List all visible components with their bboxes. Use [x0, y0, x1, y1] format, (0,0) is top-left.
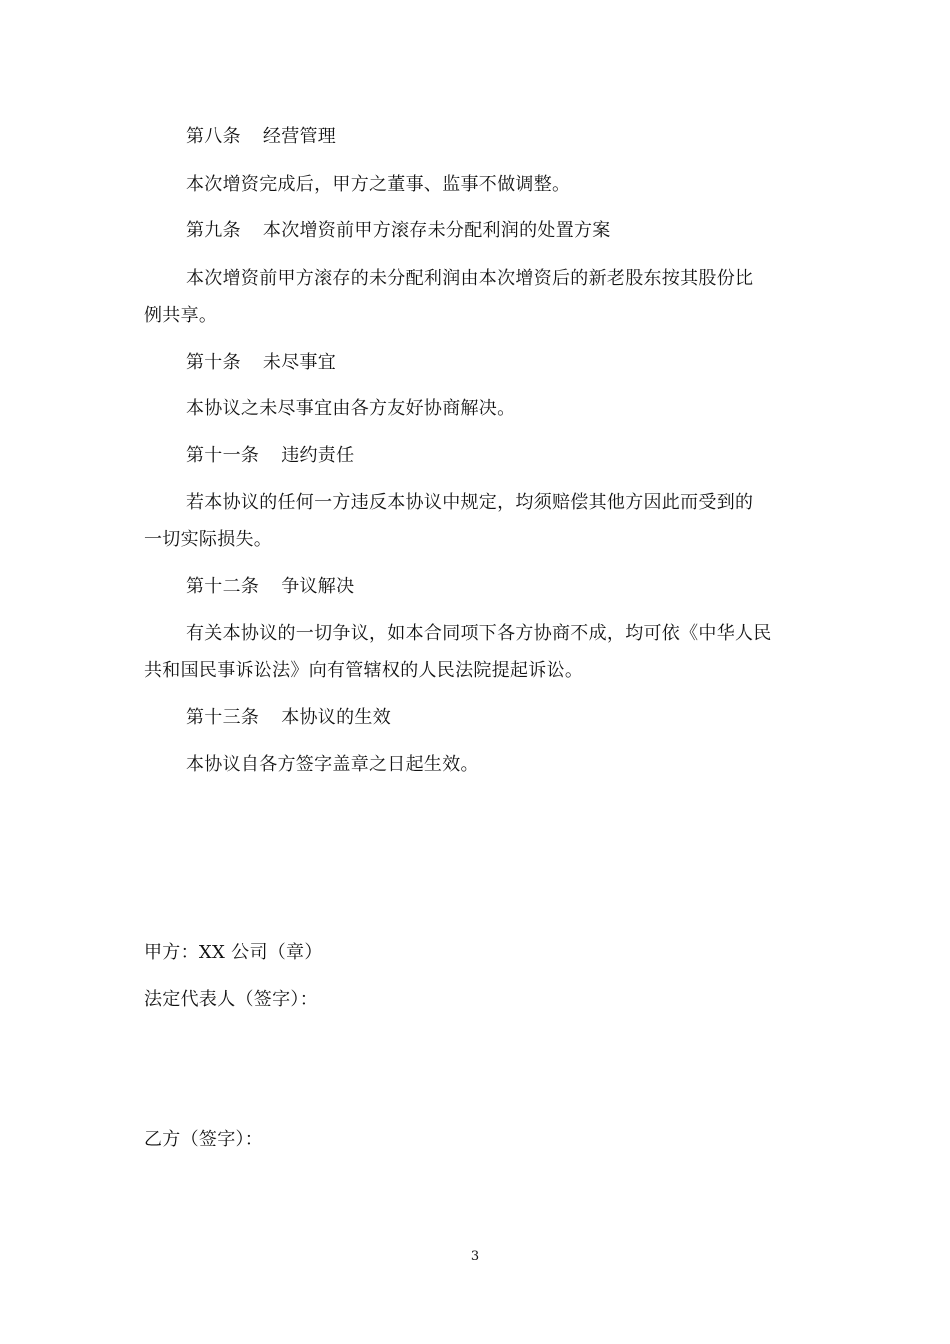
article-10-body-line-1: 本协议之未尽事宜由各方友好协商解决。 — [186, 398, 516, 419]
article-8-body-line-1: 本次增资完成后，甲方之董事、监事不做调整。 — [186, 174, 571, 195]
article-13-title: 本协议的生效 — [281, 707, 392, 728]
article-12-body-line-2: 共和国民事诉讼法》向有管辖权的人民法院提起诉讼。 — [144, 660, 584, 681]
article-9-heading — [186, 220, 611, 242]
article-11-title: 违约责任 — [281, 445, 355, 466]
article-10-title: 未尽事宜 — [262, 352, 337, 373]
article-13-heading — [186, 707, 391, 729]
article-11-heading — [186, 445, 354, 467]
article-10-number: 第十条 — [186, 352, 241, 373]
article-10-heading — [186, 352, 336, 374]
page-number: 3 — [470, 1249, 480, 1264]
article-8-heading — [186, 126, 336, 148]
party-b-signature-line: 乙方（签字）： — [144, 1129, 264, 1150]
article-11-body-line-1: 若本协议的任何一方违反本协议中规定，均须赔偿其他方因此而受到的 — [186, 492, 754, 513]
article-9-body-line-1: 本次增资前甲方滚存的未分配利润由本次增资后的新老股东按其股份比 — [186, 268, 754, 289]
party-a-signature-line: 甲方：XX 公司（章） — [144, 942, 323, 963]
article-13-body-line-1: 本协议自各方签字盖章之日起生效。 — [186, 754, 479, 775]
article-12-title: 争议解决 — [281, 576, 355, 597]
article-9-number: 第九条 — [186, 220, 241, 241]
article-9-title: 本次增资前甲方滚存未分配利润的处置方案 — [262, 220, 611, 241]
article-8-number: 第八条 — [186, 126, 241, 147]
article-12-number: 第十二条 — [186, 576, 260, 597]
article-12-heading — [186, 576, 354, 598]
article-11-number: 第十一条 — [186, 445, 260, 466]
article-8-title: 经营管理 — [262, 126, 337, 147]
article-13-number: 第十三条 — [186, 707, 260, 728]
legal-representative-signature-line: 法定代表人（签字）： — [144, 989, 318, 1010]
article-9-body-line-2: 例共享。 — [144, 305, 218, 326]
article-11-body-line-2: 一切实际损失。 — [144, 529, 273, 550]
article-12-body-line-1: 有关本协议的一切争议，如本合同项下各方协商不成，均可依《中华人民 — [186, 623, 772, 644]
